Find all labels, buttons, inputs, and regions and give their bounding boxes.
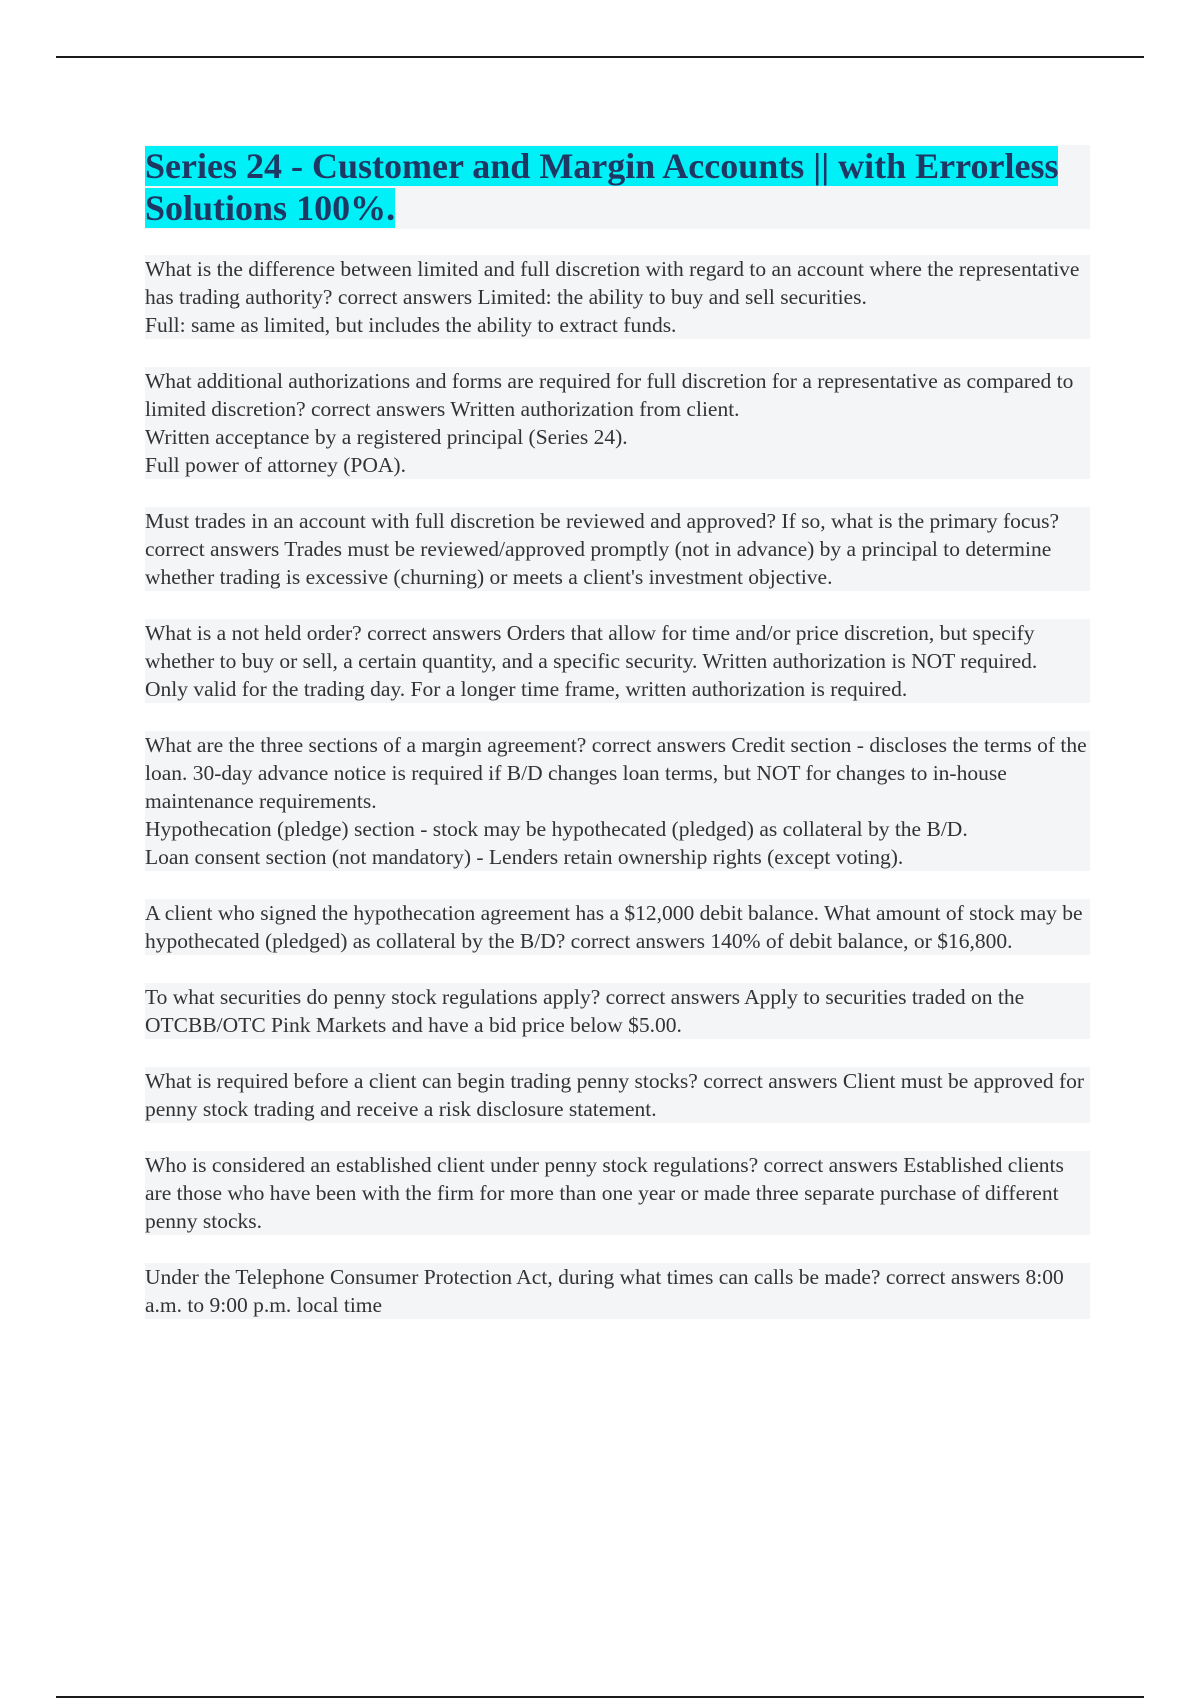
- qa-entry: [145, 507, 1090, 591]
- qa-line: What is a not held order? correct answers Orders that allow for time and/or price discretion, but specify whether to buy or sell, a certain quantity, and a specific security. Written authorization is NOT required.: [145, 621, 1040, 673]
- document-body: [145, 145, 1093, 1347]
- qa-entry: [145, 1263, 1090, 1319]
- qa-line: What additional authorizations and forms are required for full discretion for a representative as compared to limited discretion? correct answers Written authorization from client.: [145, 369, 1079, 421]
- qa-line: What are the three sections of a margin agreement? correct answers Credit section - discloses the terms of the loan. 30-day advance notice is required if B/D changes loan terms, but NOT for changes to in-house maintenance requirements.: [145, 733, 1093, 813]
- qa-line: Loan consent section (not mandatory) - Lenders retain ownership rights (except voting).: [145, 845, 904, 869]
- qa-entry: [145, 983, 1090, 1039]
- qa-line: A client who signed the hypothecation agreement has a $12,000 debit balance. What amount of stock may be hypothecated (pledged) as collateral by the B/D? correct answers 140% of debit balance, or $16,800.: [145, 901, 1088, 953]
- document-title-text: Series 24 - Customer and Margin Accounts || with Errorless Solutions 100%.: [145, 146, 1059, 228]
- page-bottom-rule: [56, 1696, 1144, 1698]
- qa-line: What is the difference between limited and full discretion with regard to an account where the representative has trading authority? correct answers Limited: the ability to buy and sell securities.: [145, 257, 1085, 309]
- qa-list: [145, 255, 1093, 1319]
- qa-line: Full power of attorney (POA).: [145, 453, 406, 477]
- qa-line: What is required before a client can begin trading penny stocks? correct answers Client must be approved for penny stock trading and receive a risk disclosure statement.: [145, 1069, 1090, 1121]
- qa-entry: [145, 367, 1090, 479]
- title-block: [145, 145, 1090, 229]
- qa-line: To what securities do penny stock regulations apply? correct answers Apply to securities traded on the OTCBB/OTC Pink Markets and have a bid price below $5.00.: [145, 985, 1030, 1037]
- qa-line: Under the Telephone Consumer Protection Act, during what times can calls be made? correct answers 8:00 a.m. to 9:00 p.m. local time: [145, 1265, 1070, 1317]
- qa-entry: [145, 255, 1090, 339]
- qa-line: Full: same as limited, but includes the ability to extract funds.: [145, 313, 677, 337]
- qa-line: Only valid for the trading day. For a longer time frame, written authorization is required.: [145, 677, 908, 701]
- qa-line: Hypothecation (pledge) section - stock may be hypothecated (pledged) as collateral by the B/D.: [145, 817, 968, 841]
- page-top-rule: [56, 56, 1144, 58]
- qa-line: Must trades in an account with full discretion be reviewed and approved? If so, what is the primary focus? correct answers Trades must be reviewed/approved promptly (not in advance) by a principal to determine whether trading is excessive (churning) or meets a client's investment objective.: [145, 509, 1065, 589]
- qa-entry: [145, 1067, 1090, 1123]
- qa-entry: [145, 619, 1090, 703]
- qa-entry: [145, 731, 1093, 871]
- qa-line: Written acceptance by a registered principal (Series 24).: [145, 425, 628, 449]
- qa-entry: [145, 1151, 1090, 1235]
- qa-entry: [145, 899, 1090, 955]
- document-title: [145, 145, 1078, 229]
- qa-line: Who is considered an established client under penny stock regulations? correct answers Established clients are those who have been with the firm for more than one year or made three separate purchase of different penny stocks.: [145, 1153, 1070, 1233]
